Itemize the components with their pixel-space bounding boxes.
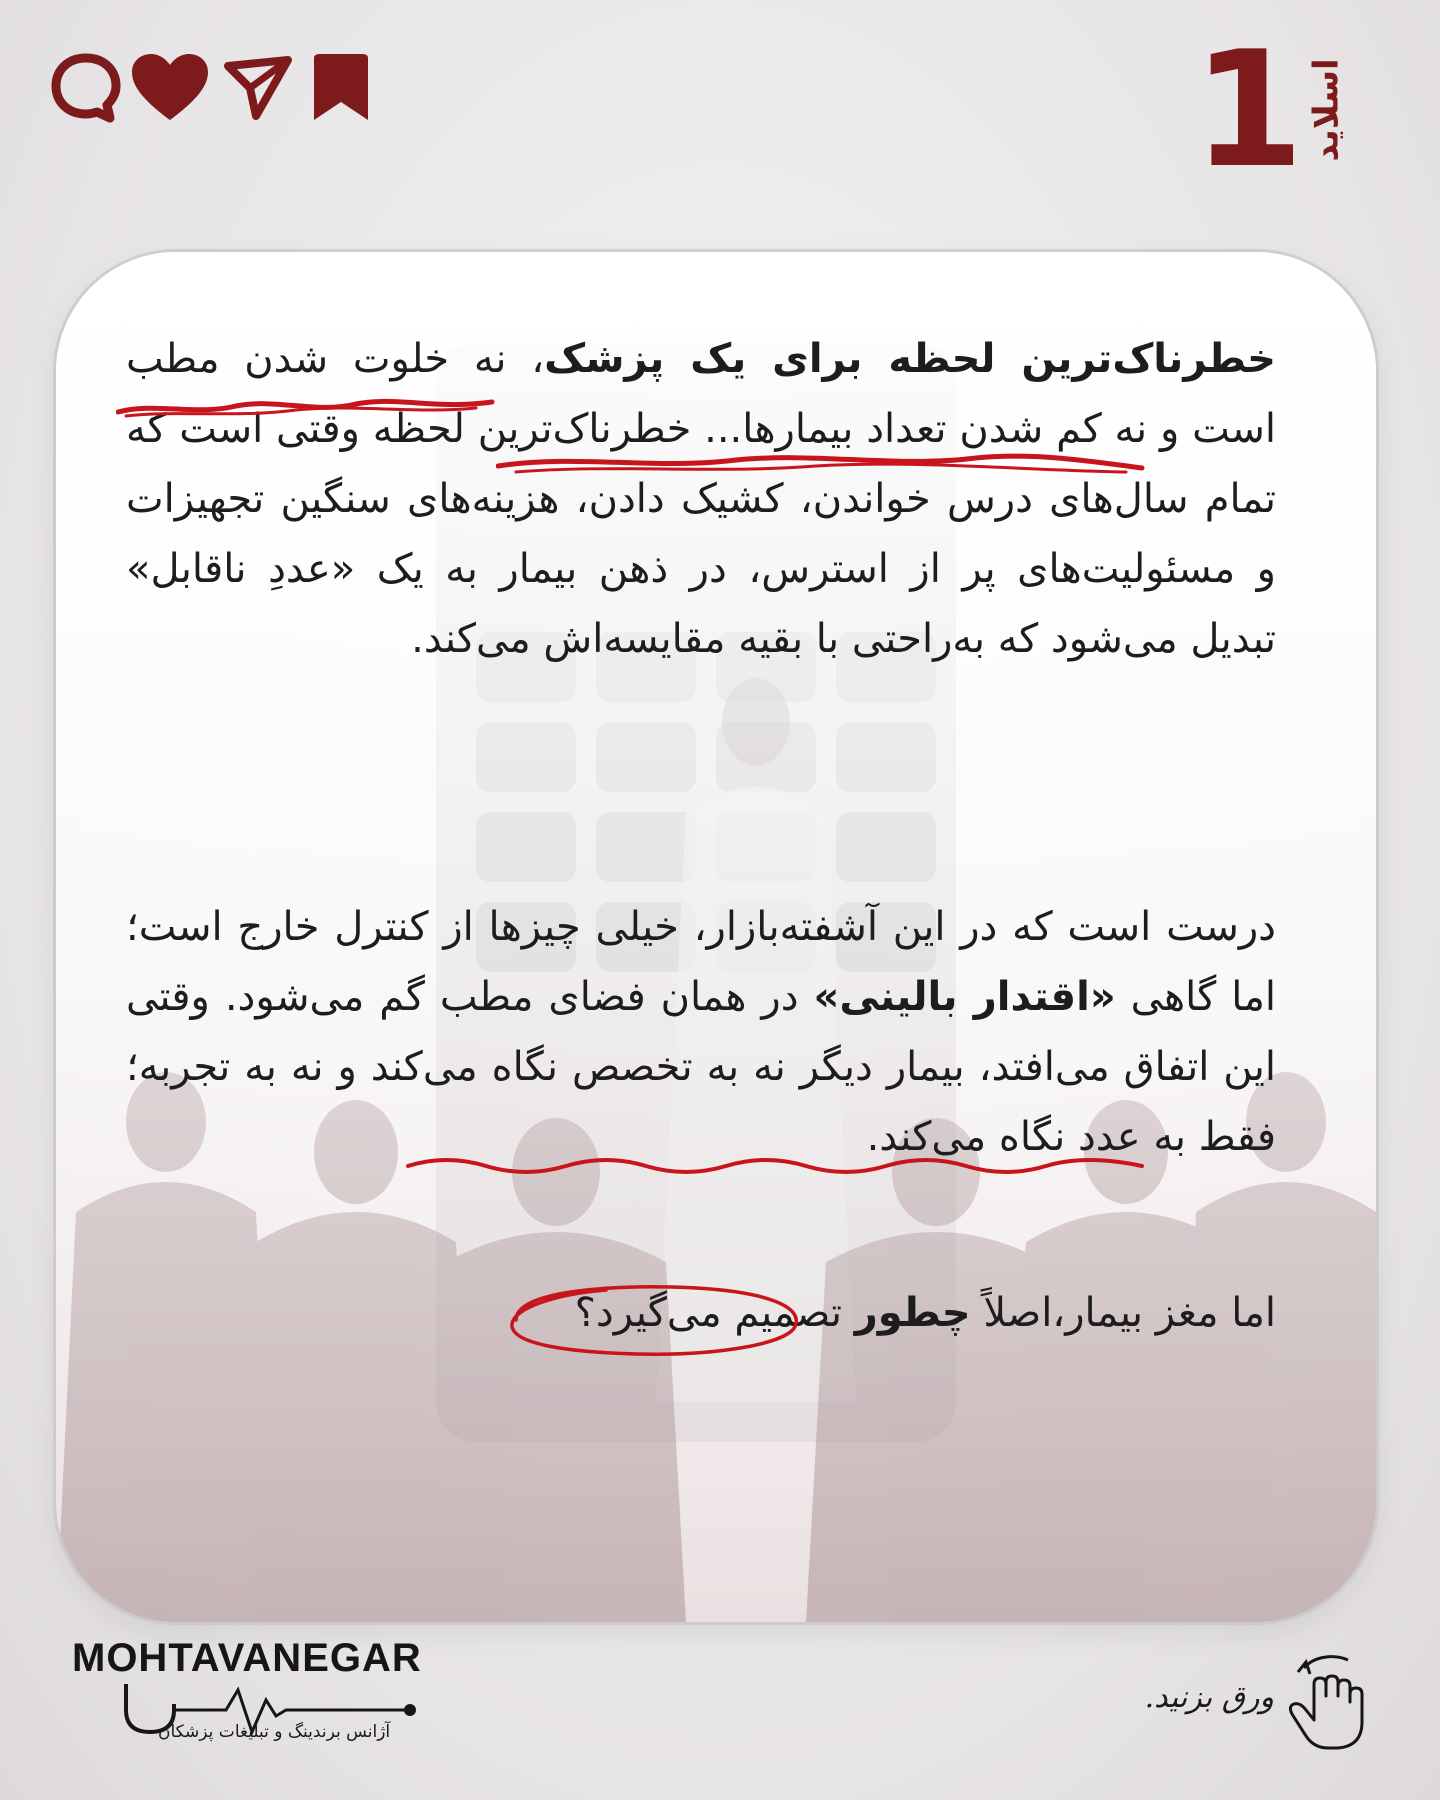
intro-headline: خطرناک‌ترین لحظه برای یک پزشک: [544, 336, 1276, 382]
authority-keyword: «اقتدار بالینی»: [813, 974, 1116, 1020]
authority-text-start: درست است که در این آشفته‌بازار، خیلی چیزها از کنترل خارج است؛ اما گاهی: [126, 904, 1276, 1020]
swipe-label: ورق بزنید.: [1144, 1680, 1274, 1715]
brand-logo: [66, 1636, 426, 1766]
paragraph-authority: [126, 892, 1276, 1172]
comment-icon[interactable]: [50, 52, 122, 124]
paragraph-intro: [126, 324, 1276, 674]
brand-tagline: آژانس برندینگ و تبلیغات پزشکان: [158, 1722, 391, 1742]
swipe-hint[interactable]: [1124, 1648, 1384, 1758]
content-card: [56, 252, 1376, 1622]
question-keyword: چطور: [854, 1290, 971, 1336]
slide-label: اسلاید: [1306, 58, 1347, 162]
swipe-hand-icon: [1274, 1648, 1384, 1758]
authority-text-end: در همان فضای مطب گم می‌شود. وقتی این اتفاق می‌افتد، بیمار دیگر نه به تخصص نگاه می‌کند و نه به تجربه؛ فقط به عدد نگاه می‌کند.: [126, 974, 1276, 1160]
question-text-start: اما مغز بیمار،اصلاً: [970, 1290, 1276, 1336]
social-actions: [50, 52, 380, 132]
intro-body: ، نه خلوت شدن مطب است و نه کم شدن تعداد بیمارها... خطرناک‌ترین لحظه وقتی است که تمام سال‌های درس خواندن، کشیک دادن، هزینه‌های سنگین تجهیزات و مسئولیت‌های پر از استرس، در ذهن بیمار به یک «عددِ ناقابل» تبدیل می‌شود که به‌راحتی با بقیه مقایسه‌اش می‌کند.: [126, 336, 1276, 662]
brand-name: MOHTAVANEGAR: [72, 1636, 422, 1680]
send-icon[interactable]: [222, 52, 294, 124]
slide-number: 1: [1192, 16, 1304, 203]
heart-icon[interactable]: [130, 52, 210, 124]
slide-indicator: [1192, 16, 1348, 203]
paragraph-question: [126, 1278, 1276, 1348]
bookmark-icon[interactable]: [308, 52, 374, 124]
question-text-end: تصمیم می‌گیرد؟: [574, 1290, 855, 1336]
